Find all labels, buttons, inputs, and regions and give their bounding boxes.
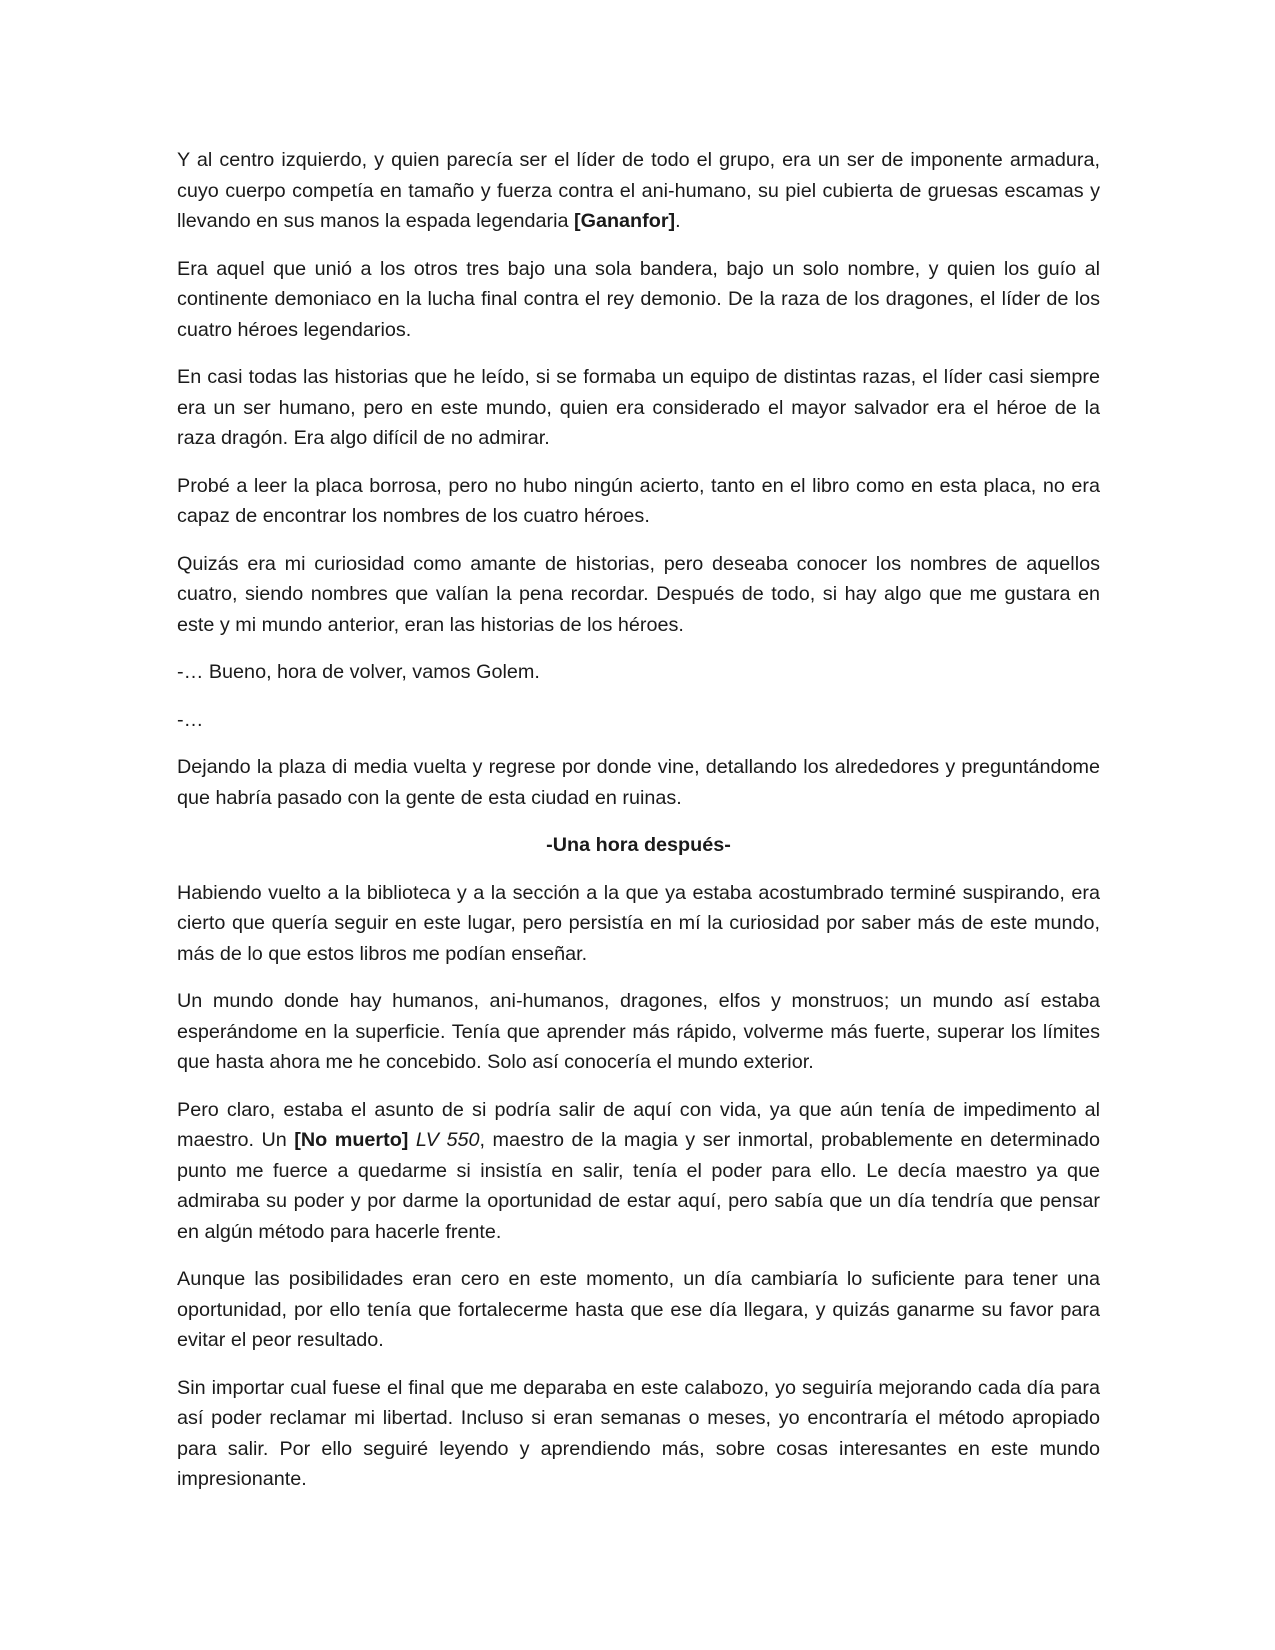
paragraph-13: Sin importar cual fuese el final que me deparaba en este calabozo, yo seguiría mejorando cada día para así poder reclamar mi libertad. Incluso si eran semanas o meses, yo encontraría el método apropiado para salir. Por ello seguiré leyendo y aprendiendo más, sobre cosas interesantes en este mundo impresionante. bbox=[177, 1376, 1100, 1490]
paragraph-1-text: Y al centro izquierdo, y quien parecía ser el líder de todo el grupo, era un ser de imponente armadura, cuyo cuerpo competía en tamaño y fuerza contra el ani-humano, su piel cubierta de gruesas escamas y llevando en sus manos la espada legendaria bbox=[177, 149, 1100, 232]
dialogue-line-2: -… bbox=[177, 708, 204, 731]
paragraph-11-text: Pero claro, estaba el asunto de si podría salir de aquí con vida, ya que aún tenía de impedimento al maestro. Un bbox=[177, 1098, 1100, 1151]
legendary-sword-name: [Gananfor] bbox=[574, 210, 676, 232]
paragraph-1 bbox=[177, 145, 1100, 237]
paragraph-11 bbox=[177, 1095, 1100, 1248]
dialogue-line-1: -… Bueno, hora de volver, vamos Golem. bbox=[177, 661, 540, 683]
undead-label: [No muerto] bbox=[294, 1129, 409, 1151]
paragraph-10: Un mundo donde hay humanos, ani-humanos, dragones, elfos y monstruos; un mundo así estaba esperándome en la superficie. Tenía que aprender más rápido, volverme más fuerte, superar los límites que hasta ahora me he concebido. Solo así conocería el mundo exterior. bbox=[177, 990, 1100, 1073]
level-label: LV 550 bbox=[415, 1129, 480, 1151]
document-page bbox=[177, 145, 1100, 1512]
paragraph-11-rest: , maestro de la magia y ser inmortal, probablemente en determinado punto me fuerce a quedarme si insistía en salir, tenía el poder para ello. Le decía maestro ya que admiraba su poder y por darme la oportunidad de estar aquí, pero sabía que un día tendría que pensar en algún método para hacerle frente. bbox=[177, 1129, 1101, 1243]
paragraph-3: En casi todas las historias que he leído, si se formaba un equipo de distintas razas, el líder casi siempre era un ser humano, pero en este mundo, quien era considerado el mayor salvador era el héroe de la raza dragón. Era algo difícil de no admirar. bbox=[177, 366, 1100, 449]
paragraph-4: Probé a leer la placa borrosa, pero no hubo ningún acierto, tanto en el libro como en esta placa, no era capaz de encontrar los nombres de los cuatro héroes. bbox=[177, 474, 1100, 527]
paragraph-11-space bbox=[408, 1129, 416, 1151]
paragraph-8: Dejando la plaza di media vuelta y regrese por donde vine, detallando los alrededores y preguntándome que habría pasado con la gente de esta ciudad en ruinas. bbox=[177, 756, 1100, 809]
paragraph-1-end: . bbox=[675, 210, 681, 232]
paragraph-2: Era aquel que unió a los otros tres bajo una sola bandera, bajo un solo nombre, y quien los guío al continente demoniaco en la lucha final contra el rey demonio. De la raza de los dragones, el líder de los cuatro héroes legendarios. bbox=[177, 257, 1100, 341]
scene-break-heading: -Una hora después- bbox=[546, 834, 731, 856]
paragraph-9: Habiendo vuelto a la biblioteca y a la sección a la que ya estaba acostumbrado terminé suspirando, era cierto que quería seguir en este lugar, pero persistía en mí la curiosidad por saber más de este mundo, más de lo que estos libros me podían enseñar. bbox=[177, 881, 1100, 965]
paragraph-12: Aunque las posibilidades eran cero en este momento, un día cambiaría lo suficiente para tener una oportunidad, por ello tenía que fortalecerme hasta que ese día llegara, y quizás ganarme su favor para evitar el peor resultado. bbox=[177, 1268, 1100, 1351]
paragraph-5: Quizás era mi curiosidad como amante de historias, pero deseaba conocer los nombres de aquellos cuatro, siendo nombres que valían la pena recordar. Después de todo, si hay algo que me gustara en este y mi mundo anterior, eran las historias de los héroes. bbox=[177, 552, 1100, 636]
